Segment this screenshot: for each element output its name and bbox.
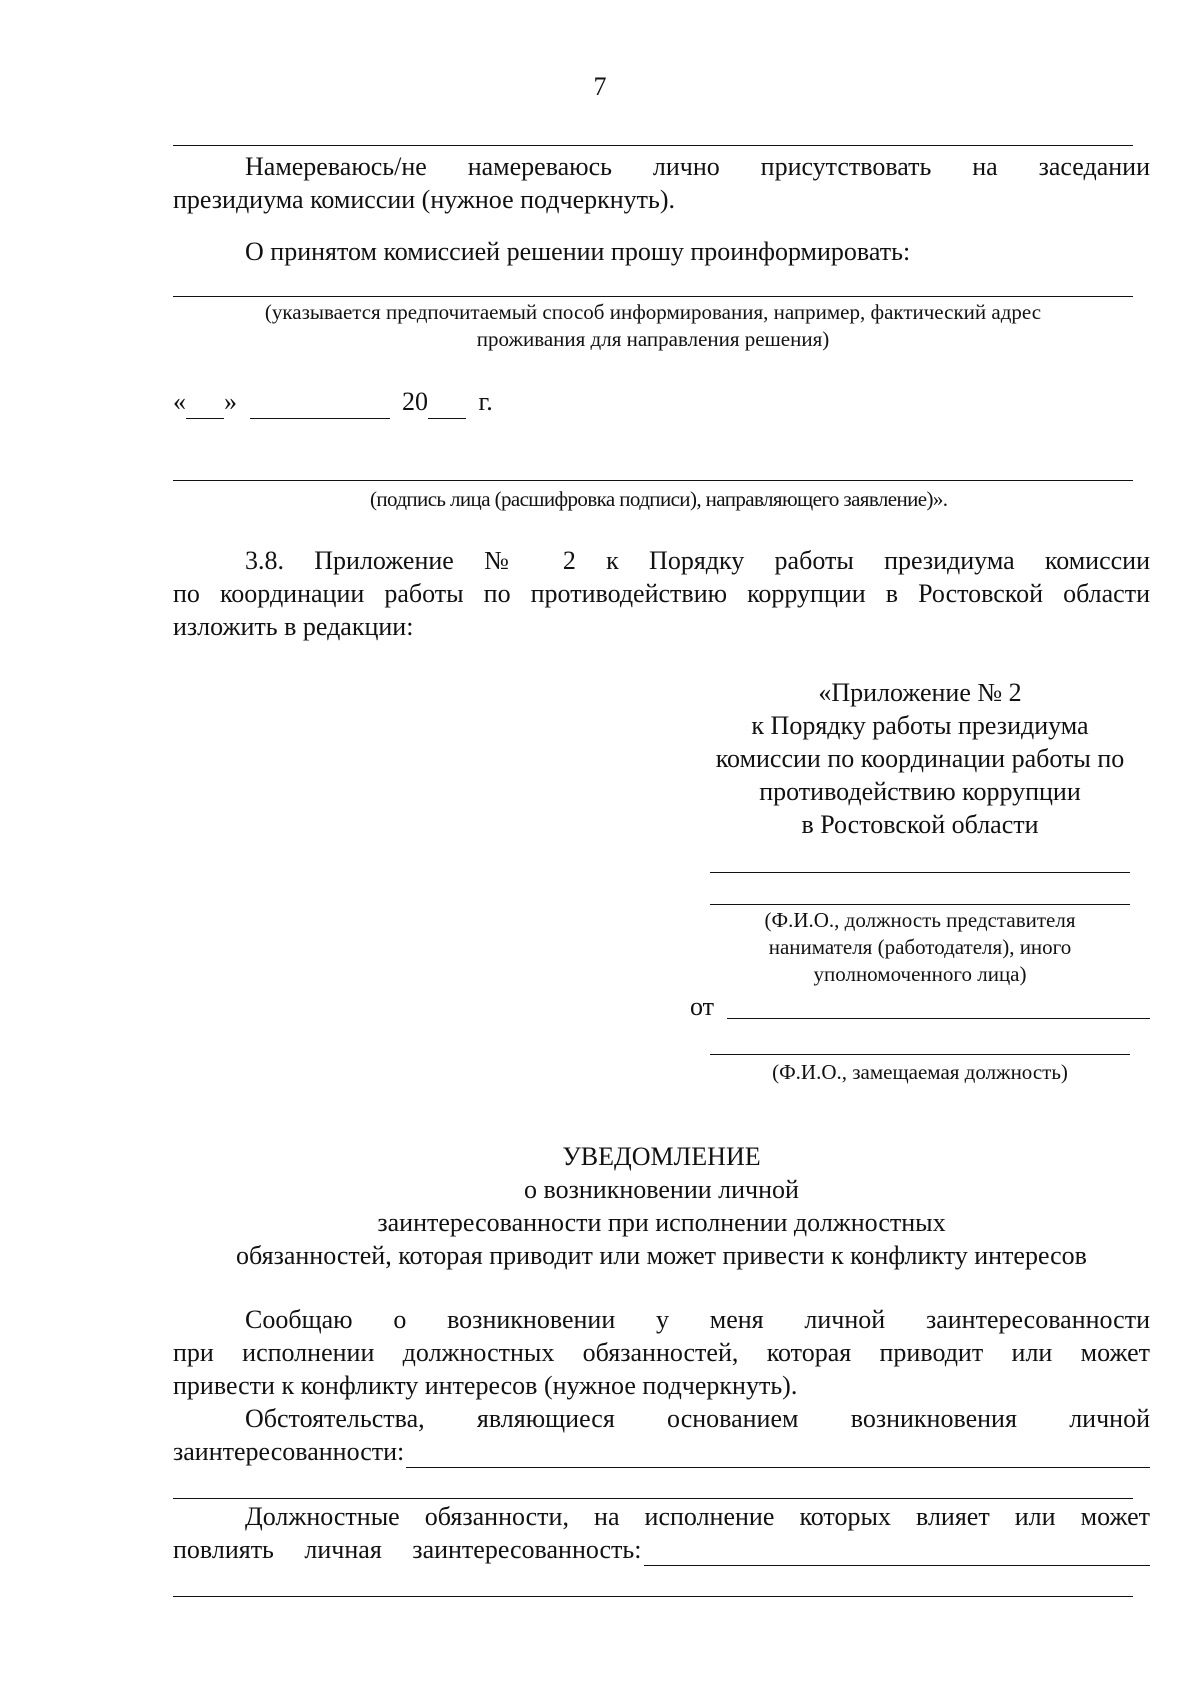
section-3-8-line-1: 3.8. Приложение № 2 к Порядку работы президиума комиссии — [245, 546, 1150, 575]
date-year-suffix: г. — [478, 387, 493, 416]
from-rule-2[interactable] — [710, 1054, 1130, 1055]
report-line-3: привести к конфликту интересов (нужное подчеркнуть). — [173, 1371, 798, 1400]
date-day-blank[interactable] — [186, 385, 224, 419]
from-label: от — [690, 992, 715, 1021]
from-note: (Ф.И.О., замещаемая должность) — [772, 1060, 1068, 1084]
inform-request: О принятом комиссией решении прошу проинформировать: — [245, 237, 911, 266]
appendix-header-line-4: противодействию коррупции — [759, 777, 1081, 806]
inform-note-line-2: проживания для направления решения) — [476, 327, 830, 351]
addressee-rule-2 — [710, 904, 1130, 905]
appendix-header-line-5: в Ростовской области — [801, 810, 1039, 839]
appendix-header-line-3: комиссии по координации работы по — [715, 744, 1125, 773]
appendix-header-line-1: «Приложение № 2 — [818, 678, 1022, 707]
addressee-rule-1 — [710, 872, 1130, 873]
duties-label: повлиять личная заинтересованность: — [173, 1535, 642, 1564]
circumstances-line-1: Обстоятельства, являющиеся основанием возникновения личной — [245, 1404, 1150, 1433]
signature-rule — [173, 480, 1133, 481]
page-number: 7 — [593, 72, 607, 101]
report-line-1: Сообщаю о возникновении у меня личной заинтересованности — [245, 1305, 1150, 1334]
report-line-2: при исполнении должностных обязанностей, которая приводит или может — [173, 1338, 1150, 1367]
date-month-blank[interactable] — [250, 385, 390, 419]
addressee-note-line-3: уполномоченного лица) — [813, 962, 1027, 986]
inform-rule — [173, 296, 1133, 297]
inform-note-line-1: (указывается предпочитаемый способ информирования, например, фактический адрес — [264, 300, 1042, 324]
date-year-prefix: 20 — [402, 387, 428, 416]
intent-line-1: Намереваюсь/не намереваюсь лично присутствовать на заседании — [245, 152, 1150, 181]
date-close-quote: » — [224, 387, 237, 416]
addressee-note-line-2: нанимателя (работодателя), иного — [768, 935, 1072, 959]
date-line — [173, 385, 773, 419]
section-3-8-line-2: по координации работы по противодействию коррупции в Ростовской области — [173, 579, 1150, 608]
duties-blank[interactable] — [644, 1541, 1151, 1566]
circumstances-label: заинтересованности: — [173, 1437, 405, 1466]
date-open-quote: « — [173, 387, 186, 416]
duties-rule[interactable] — [173, 1596, 1133, 1597]
notice-title-line-1: о возникновении личной — [524, 1175, 799, 1204]
from-rule-1[interactable] — [727, 1018, 1150, 1019]
addressee-note-line-1: (Ф.И.О., должность представителя — [764, 908, 1076, 932]
signature-note: (подпись лица (расшифровка подписи), направляющего заявление)». — [370, 487, 948, 511]
appendix-header-line-2: к Порядку работы президиума — [751, 711, 1089, 740]
duties-line-2 — [173, 1533, 1150, 1566]
notice-heading: УВЕДОМЛЕНИЕ — [562, 1142, 761, 1171]
intent-line-2: президиума комиссии (нужное подчеркнуть). — [173, 185, 676, 214]
date-year-blank[interactable] — [428, 385, 466, 419]
circumstances-line-2 — [173, 1435, 1150, 1468]
section-3-8-line-3: изложить в редакции: — [173, 612, 414, 641]
circumstances-rule[interactable] — [173, 1498, 1133, 1499]
notice-title-line-2: заинтересованности при исполнении должностных — [377, 1208, 946, 1237]
circumstances-blank[interactable] — [406, 1443, 1150, 1468]
notice-title-line-3: обязанностей, которая приводит или может привести к конфликту интересов — [236, 1241, 1087, 1270]
top-rule — [173, 145, 1133, 146]
duties-line-1: Должностные обязанности, на исполнение которых влияет или может — [245, 1502, 1150, 1531]
